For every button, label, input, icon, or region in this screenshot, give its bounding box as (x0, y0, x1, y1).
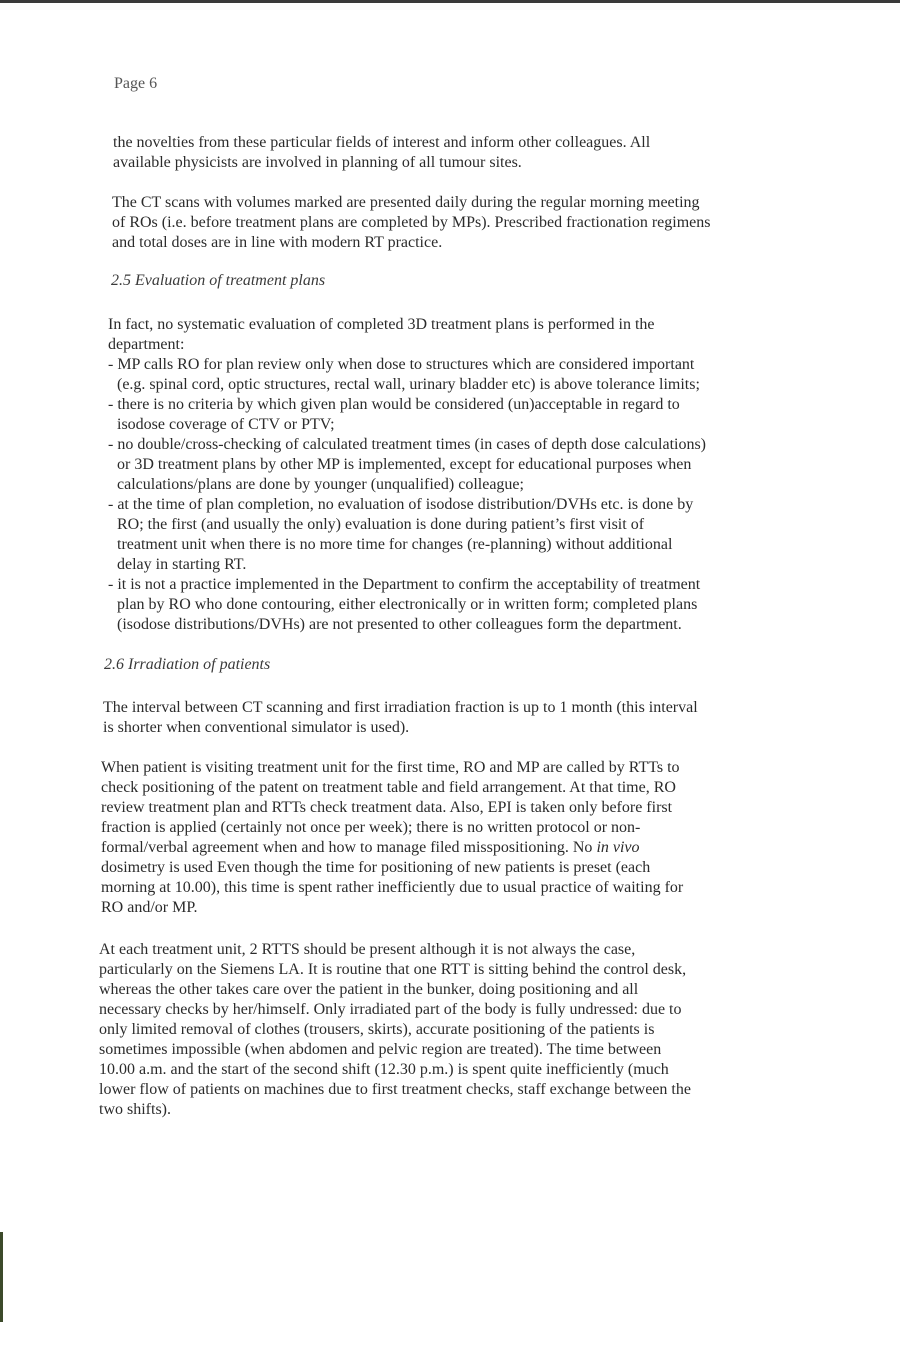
text-line: At each treatment unit, 2 RTTS should be present although it is not always the case, (99, 941, 636, 958)
text-line: department: (108, 336, 185, 353)
bullet-line: - MP calls RO for plan review only when dose to structures which are considered important (108, 356, 695, 373)
text-line: 10.00 a.m. and the start of the second shift (12.30 p.m.) is spent quite inefficiently (much (99, 1061, 669, 1078)
scan-binding-mark (0, 1232, 3, 1322)
text-line: available physicists are involved in planning of all tumour sites. (113, 154, 522, 171)
text-line: In fact, no systematic evaluation of completed 3D treatment plans is performed in the (108, 316, 655, 333)
page-number: Page 6 (114, 75, 158, 92)
text-line: is shorter when conventional simulator is used). (103, 719, 410, 736)
bullet-line: - there is no criteria by which given plan would be considered (un)acceptable in regard to (108, 396, 680, 413)
text-line: check positioning of the patent on treatment table and field arrangement. At that time, RO (101, 779, 676, 796)
section-2-5-body (108, 315, 706, 635)
rtt-staffing-paragraph (99, 940, 691, 1120)
text-line: the novelties from these particular fields of interest and inform other colleagues. All (113, 134, 651, 151)
text-line: and total doses are in line with modern RT practice. (112, 234, 443, 251)
text-line: The interval between CT scanning and first irradiation fraction is up to 1 month (this interval (103, 699, 698, 716)
text-line: necessary checks by her/himself. Only irradiated part of the body is fully undressed: due to (99, 1001, 682, 1018)
text-line: whereas the other takes care over the patient in the bunker, doing positioning and all (99, 981, 639, 998)
text-line: particularly on the Siemens LA. It is routine that one RTT is sitting behind the control desk, (99, 961, 687, 978)
text-line: dosimetry is used Even though the time for positioning of new patients is preset (each (101, 859, 651, 876)
bullet-line: - it is not a practice implemented in the Department to confirm the acceptability of treatment (108, 576, 701, 593)
bullet-continuation: RO; the first (and usually the only) evaluation is done during patient’s first visit of (117, 516, 645, 533)
bullet-continuation: or 3D treatment plans by other MP is implemented, except for educational purposes when (117, 456, 692, 473)
section-heading-2-5: 2.5 Evaluation of treatment plans (111, 272, 326, 289)
bullet-line: - no double/cross-checking of calculated treatment times (in cases of depth dose calculations) (108, 436, 707, 453)
bullet-continuation: (e.g. spinal cord, optic structures, rectal wall, urinary bladder etc) is above tolerance limits; (117, 376, 700, 393)
bullet-continuation: calculations/plans are done by younger (unqualified) colleague; (117, 476, 524, 493)
text-line: fraction is applied (certainly not once per week); there is no written protocol or non- (101, 819, 641, 836)
text-line: When patient is visiting treatment unit for the first time, RO and MP are called by RTTs to (101, 759, 680, 776)
bullet-continuation: (isodose distributions/DVHs) are not presented to other colleagues form the department. (117, 616, 682, 633)
text-line: sometimes impossible (when abdomen and pelvic region are treated). The time between (99, 1041, 662, 1058)
text-line: review treatment plan and RTTs check treatment data. Also, EPI is taken only before first (101, 799, 673, 816)
text-line: two shifts). (99, 1101, 171, 1118)
bullet-continuation: delay in starting RT. (117, 556, 247, 573)
first-visit-paragraph (101, 758, 683, 918)
text-line: lower flow of patients on machines due to first treatment checks, staff exchange between the (99, 1081, 691, 1098)
intro-paragraph (113, 133, 650, 173)
text-fragment: formal/verbal agreement when and how to manage filed misspositioning. No (101, 839, 597, 856)
interval-paragraph (103, 698, 698, 738)
text-line: RO and/or MP. (101, 899, 198, 916)
text-line: of ROs (i.e. before treatment plans are completed by MPs). Prescribed fractionation regimens (112, 214, 711, 231)
text-line: morning at 10.00), this time is spent rather inefficiently due to usual practice of waiting for (101, 879, 684, 896)
italic-term: in vivo (596, 839, 640, 856)
bullet-continuation: isodose coverage of CTV or PTV; (117, 416, 335, 433)
bullet-continuation: treatment unit when there is no more time for changes (re-planning) without additional (117, 536, 673, 553)
ct-scans-paragraph (112, 193, 710, 253)
bullet-continuation: plan by RO who done contouring, either electronically or in written form; completed plans (117, 596, 698, 613)
bullet-line: - at the time of plan completion, no evaluation of isodose distribution/DVHs etc. is done by (108, 496, 694, 513)
text-line (101, 838, 683, 858)
text-line: only limited removal of clothes (trousers, skirts), accurate positioning of the patients is (99, 1021, 655, 1038)
scan-top-edge (0, 0, 900, 3)
text-line: The CT scans with volumes marked are presented daily during the regular morning meeting (112, 194, 700, 211)
section-heading-2-6: 2.6 Irradiation of patients (104, 656, 271, 673)
